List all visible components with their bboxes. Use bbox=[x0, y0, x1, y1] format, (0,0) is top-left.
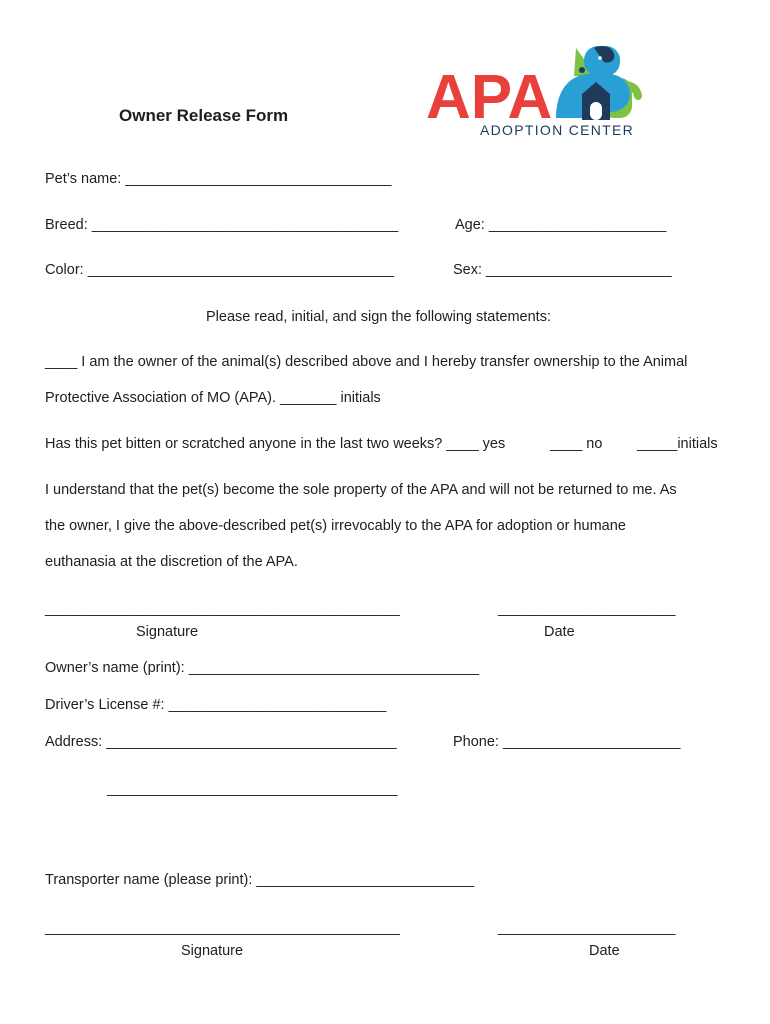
phone-field[interactable]: Phone: ______________________ bbox=[453, 734, 681, 750]
owner-date-line[interactable]: ______________________ bbox=[498, 601, 676, 617]
understand-statement-line3: euthanasia at the discretion of the APA. bbox=[45, 554, 298, 570]
transporter-date-label: Date bbox=[589, 943, 620, 959]
understand-statement-line2: the owner, I give the above-described pet(s) irrevocably to the APA for adoption or humane bbox=[45, 518, 626, 534]
address-field[interactable]: Address: ____________________________________ bbox=[45, 734, 397, 750]
ownership-statement-line2[interactable]: Protective Association of MO (APA). _______ initials bbox=[45, 390, 381, 406]
sex-field[interactable]: Sex: _______________________ bbox=[453, 262, 672, 278]
owner-date-label: Date bbox=[544, 624, 575, 640]
owner-name-field[interactable]: Owner’s name (print): ____________________________________ bbox=[45, 660, 480, 676]
logo-tagline: ADOPTION CENTER bbox=[480, 122, 635, 138]
understand-statement-line1: I understand that the pet(s) become the sole property of the APA and will not be returned to me. As bbox=[45, 482, 677, 498]
color-field[interactable]: Color: ______________________________________ bbox=[45, 262, 395, 278]
transporter-signature-line[interactable]: ____________________________________________ bbox=[45, 920, 400, 936]
bitten-initials-field[interactable]: _____initials bbox=[637, 436, 718, 452]
bitten-question-yes[interactable]: Has this pet bitten or scratched anyone in the last two weeks? ____ yes bbox=[45, 436, 506, 452]
owner-signature-label: Signature bbox=[136, 624, 199, 640]
age-field[interactable]: Age: ______________________ bbox=[455, 217, 667, 233]
form-title: Owner Release Form bbox=[119, 106, 289, 125]
drivers-license-field[interactable]: Driver’s License #: ___________________________ bbox=[45, 697, 387, 713]
ownership-statement-line1[interactable]: ____ I am the owner of the animal(s) described above and I hereby transfer ownership to the Animal bbox=[45, 354, 688, 370]
apa-adoption-center-logo bbox=[424, 42, 664, 142]
transporter-signature-label: Signature bbox=[181, 943, 244, 959]
transporter-date-line[interactable]: ______________________ bbox=[498, 920, 676, 936]
logo-wordmark: APA bbox=[426, 63, 553, 132]
instruction-text: Please read, initial, and sign the following statements: bbox=[206, 309, 551, 325]
transporter-name-field[interactable]: Transporter name (please print): ___________________________ bbox=[45, 872, 475, 888]
bitten-no-field[interactable]: ____ no bbox=[550, 436, 603, 452]
pet-name-field[interactable]: Pet’s name: _________________________________ bbox=[45, 171, 392, 187]
breed-field[interactable]: Breed: ______________________________________ bbox=[45, 217, 399, 233]
owner-signature-line[interactable]: ____________________________________________ bbox=[45, 601, 400, 617]
address-field-line2[interactable]: ____________________________________ bbox=[107, 781, 398, 797]
